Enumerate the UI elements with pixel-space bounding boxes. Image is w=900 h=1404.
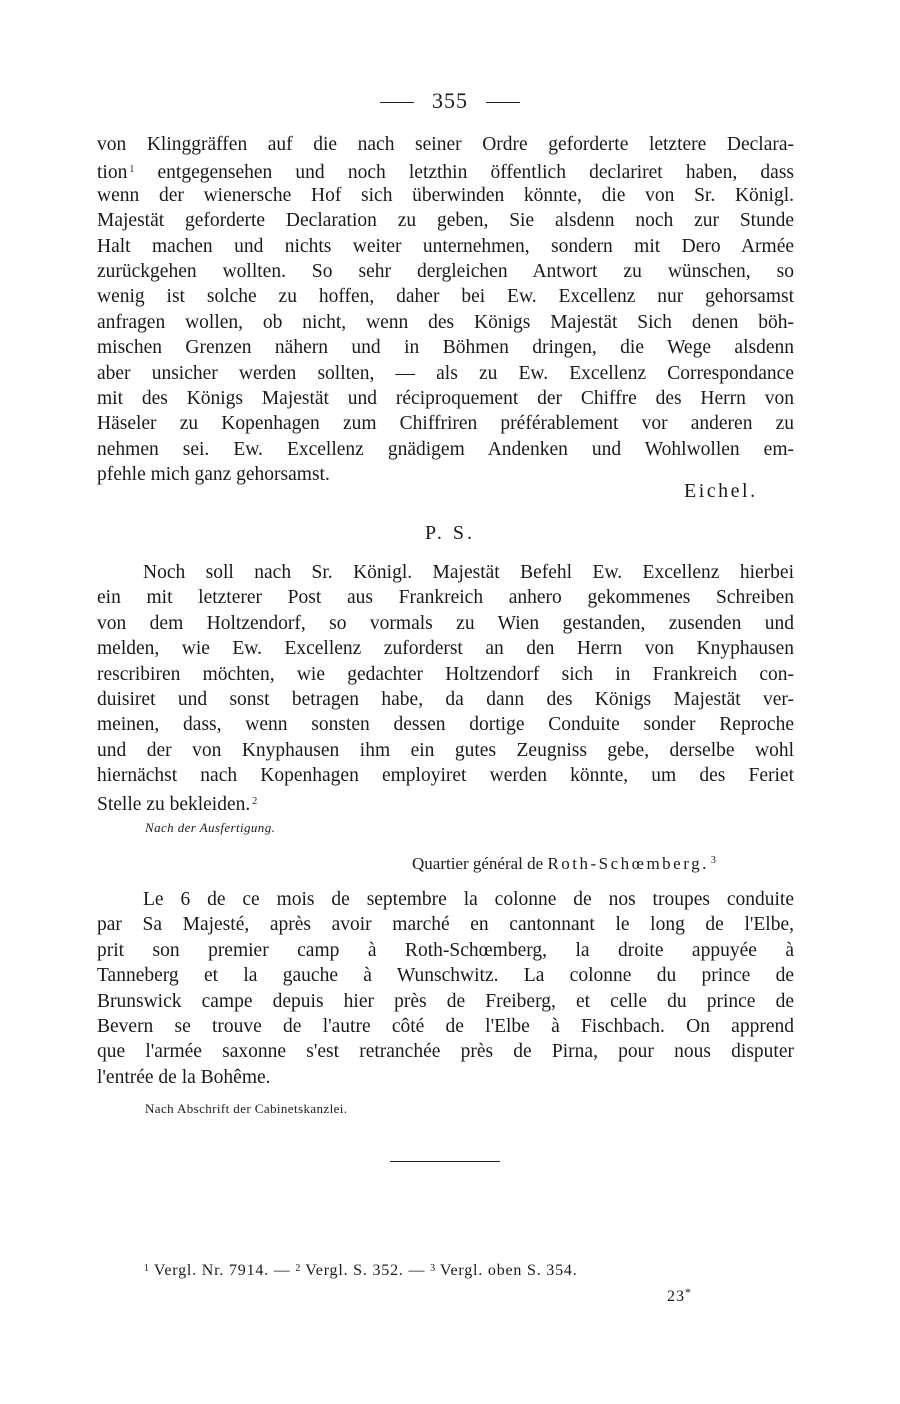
postscript-line: melden, wie Ew. Excellenz zuforderst an den Herrn von Knyphausen [97, 638, 794, 660]
letter-body [97, 132, 794, 487]
report-line: prit son premier camp à Roth-Schœmberg, la droite appuyée à [97, 939, 794, 961]
footnote-text: Vergl. oben S. 354. [439, 1262, 578, 1279]
postscript-line: ein mit letzterer Post aus Frankreich anhero gekommenes Schreiben [97, 587, 794, 609]
footnote-number: 1 [144, 1263, 150, 1274]
source-note: Nach Abschrift der Cabinetskanzlei. [145, 1101, 348, 1116]
report-line: Le 6 de ce mois de septembre la colonne de nos troupes conduite [143, 889, 794, 910]
footnote-ref: 1 [129, 164, 135, 176]
header-dash-right [486, 102, 520, 103]
postscript-line: und der von Knyphausen ihm ein gutes Zeugniss gebe, derselbe wohl [97, 739, 794, 761]
postscript-line: Noch soll nach Sr. Königl. Majestät Befehl Ew. Excellenz hierbei [143, 562, 794, 583]
signature: Eichel. [684, 480, 758, 502]
letter-line: von Klinggräffen auf die nach seiner Ordre geforderte letztere Declara- [97, 134, 794, 155]
report-line: par Sa Majesté, après avoir marché en cantonnant le long de l'Elbe, [97, 914, 794, 936]
postscript-line-text: Stelle zu bekleiden. [97, 793, 251, 815]
dateline-place: Roth-Schœmberg. [547, 854, 709, 873]
letter-line: aber unsicher werden sollten, — als zu Ew. Excellenz Correspondance [97, 362, 794, 384]
page-header [0, 88, 900, 114]
letter-line: zurückgehen wollten. So sehr dergleichen Antwort zu wünschen, so [97, 260, 794, 282]
sheet-mark: * [685, 1285, 692, 1299]
letter-line: anfragen wollen, ob nicht, wenn des Königs Majestät Sich denen böh- [97, 311, 794, 333]
sheet-signature [667, 1285, 692, 1306]
letter-line [97, 157, 794, 182]
footnote-number: 3 [430, 1263, 436, 1274]
letter-line: Häseler zu Kopenhagen zum Chiffriren préférablement vor anderen zu [97, 413, 794, 435]
postscript-line: rescribiren möchten, wie gedachter Holtzendorf sich in Frankreich con- [97, 663, 794, 685]
report-line: Tanneberg et la gauche à Wunschwitz. La colonne du prince de [97, 965, 794, 987]
postscript-body [97, 560, 794, 814]
report-line: Brunswick campe depuis hier près de Freiberg, et celle du prince de [97, 990, 794, 1012]
letter-line: Majestät geforderte Declaration zu geben, Sie alsdenn noch zur Stunde [97, 210, 794, 232]
page-number: 355 [432, 88, 468, 113]
postscript-line: hiernächst nach Kopenhagen employiret werden könnte, um des Feriet [97, 765, 794, 787]
dateline [412, 854, 716, 874]
footnote-ref: 3 [710, 855, 716, 866]
report-line: Bevern se trouve de l'autre côté de l'Elbe à Fischbach. On apprend [97, 1015, 794, 1037]
postscript-heading: P. S. [424, 522, 476, 544]
footnotes [144, 1262, 578, 1280]
letter-line-rest: entgegensehen und noch letzthin öffentlich declariret haben, dass [157, 162, 795, 184]
header-dash-left [380, 102, 414, 103]
footnote-text: Vergl. Nr. 7914. — [153, 1262, 291, 1279]
postscript-line: meinen, dass, wenn sonsten dessen dortige Conduite sonder Reproche [97, 714, 794, 736]
letter-line: wenn der wienersche Hof sich überwinden könnte, die von Sr. Königl. [97, 184, 794, 206]
dateline-prefix: Quartier général de [412, 854, 544, 873]
letter-line-start: tion [97, 162, 128, 184]
letter-line: Halt machen und nichts weiter unternehmen, sondern mit Dero Armée [97, 235, 794, 257]
letter-line: mischen Grenzen nähern und in Böhmen dringen, die Wege alsdenn [97, 337, 794, 359]
postscript-line: duisiret und sonst betragen habe, da dann des Königs Majestät ver- [97, 688, 794, 710]
letter-line: mit des Königs Majestät und réciproquement der Chiffre des Herrn von [97, 387, 794, 409]
report-line: que l'armée saxonne s'est retranchée près de Pirna, pour nous disputer [97, 1041, 794, 1063]
source-note: Nach der Ausfertigung. [145, 820, 276, 835]
section-rule [390, 1161, 500, 1162]
postscript-line [97, 789, 794, 814]
letter-line: nehmen sei. Ew. Excellenz gnädigem Andenken und Wohlwollen em- [97, 438, 794, 460]
sheet-number: 23 [667, 1288, 685, 1305]
footnote-ref: 2 [252, 795, 258, 807]
report-body [97, 887, 794, 1090]
report-line: l'entrée de la Bohême. [97, 1066, 271, 1088]
footnote-text: Vergl. S. 352. — [305, 1262, 426, 1279]
footnote-number: 2 [295, 1263, 302, 1274]
letter-line: pfehle mich ganz gehorsamst. [97, 464, 330, 486]
letter-line: wenig ist solche zu hoffen, daher bei Ew. Excellenz nur gehorsamst [97, 286, 794, 308]
postscript-line: von dem Holtzendorf, so vormals zu Wien gestanden, zusenden und [97, 612, 794, 634]
